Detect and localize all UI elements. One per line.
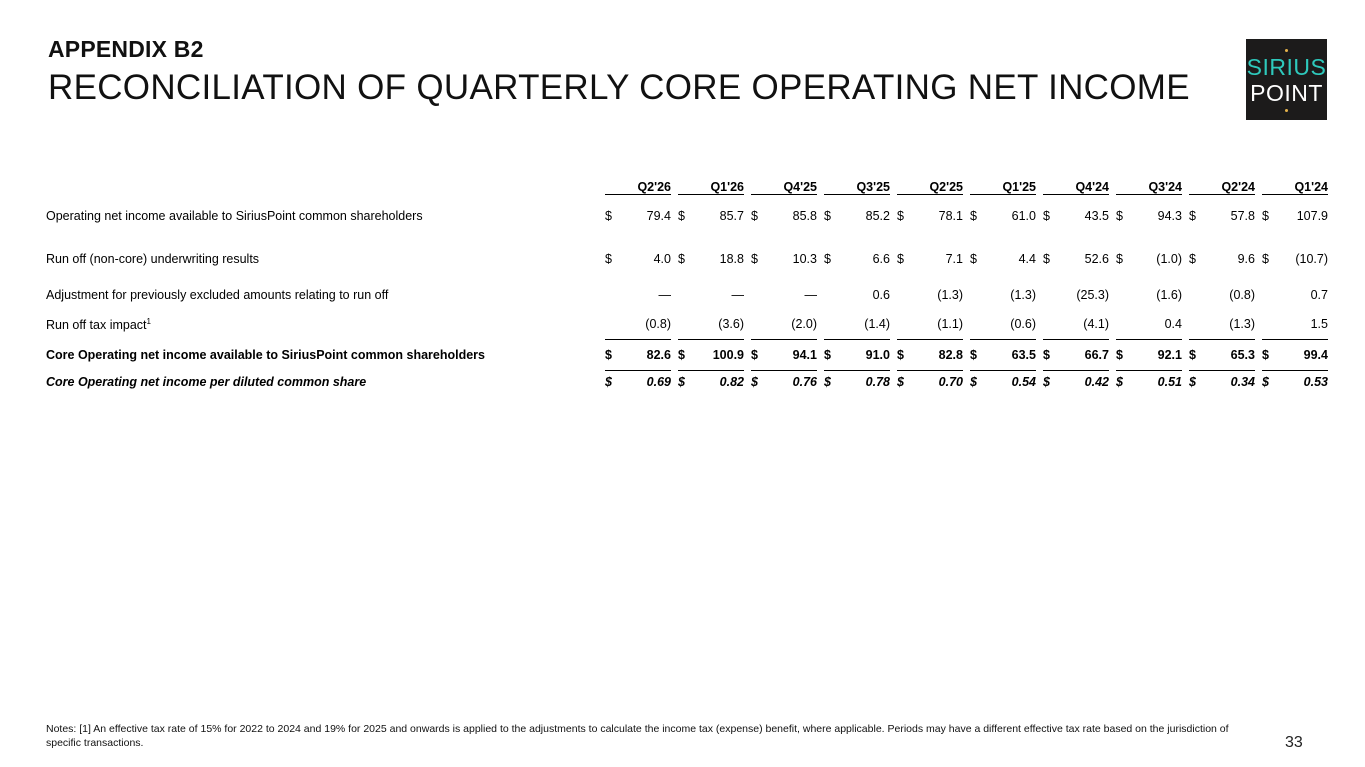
gap-cell bbox=[817, 340, 824, 371]
gap-cell bbox=[1255, 281, 1262, 309]
value-cell: (25.3) bbox=[1076, 288, 1109, 302]
gap-cell bbox=[1036, 340, 1043, 371]
currency-symbol bbox=[605, 309, 619, 340]
currency-symbol bbox=[897, 309, 911, 340]
currency-symbol: $ bbox=[1116, 375, 1123, 389]
value-cell: (1.1) bbox=[911, 309, 963, 340]
value-cell: 91.0 bbox=[838, 340, 890, 371]
currency-symbol: $ bbox=[605, 340, 619, 371]
gap-cell bbox=[1036, 371, 1043, 394]
header-gap bbox=[598, 170, 605, 195]
value-cell: (1.3) bbox=[937, 288, 963, 302]
value-cell: 0.70 bbox=[938, 375, 963, 389]
currency-symbol: $ bbox=[751, 375, 758, 389]
gap-cell bbox=[1182, 281, 1189, 309]
value-cell: 4.0 bbox=[653, 252, 671, 266]
currency-symbol: $ bbox=[824, 252, 831, 266]
currency-symbol: $ bbox=[751, 340, 765, 371]
gap-cell bbox=[598, 371, 605, 394]
gap-cell bbox=[1109, 237, 1116, 281]
value-cell: 92.1 bbox=[1130, 340, 1182, 371]
logo-star-icon bbox=[1285, 49, 1288, 52]
gap-cell bbox=[963, 237, 970, 281]
currency-symbol: $ bbox=[970, 252, 977, 266]
value-cell: (1.6) bbox=[1156, 288, 1182, 302]
value-cell: 9.6 bbox=[1237, 252, 1255, 266]
currency-symbol bbox=[751, 281, 765, 309]
value-cell: 79.4 bbox=[646, 209, 671, 223]
value-cell: 66.7 bbox=[1057, 340, 1109, 371]
gap-cell bbox=[1109, 281, 1116, 309]
gap-cell bbox=[1255, 195, 1262, 238]
table-row bbox=[46, 371, 1328, 394]
gap-cell bbox=[671, 237, 678, 281]
currency-symbol bbox=[678, 309, 692, 340]
gap-cell bbox=[1182, 237, 1189, 281]
currency-symbol: $ bbox=[605, 252, 612, 266]
currency-symbol: $ bbox=[1043, 209, 1050, 223]
currency-symbol: $ bbox=[1189, 209, 1196, 223]
value-cell: 0.69 bbox=[646, 375, 671, 389]
gap-cell bbox=[1182, 195, 1189, 238]
value-cell: 65.3 bbox=[1203, 340, 1255, 371]
currency-symbol: $ bbox=[824, 375, 831, 389]
row-label-cell bbox=[46, 281, 598, 309]
gap-cell bbox=[817, 309, 824, 340]
currency-symbol: $ bbox=[970, 375, 977, 389]
value-cell: (10.7) bbox=[1295, 252, 1328, 266]
logo-star-icon-bottom bbox=[1285, 109, 1288, 112]
table-row bbox=[46, 281, 1328, 309]
gap-cell bbox=[1182, 371, 1189, 394]
row-label-cell bbox=[46, 371, 598, 394]
currency-symbol: $ bbox=[1189, 340, 1203, 371]
header-label-cell bbox=[46, 170, 598, 195]
gap-cell bbox=[598, 195, 605, 238]
page-title: RECONCILIATION OF QUARTERLY CORE OPERATING NET INCOME bbox=[48, 68, 1190, 107]
value-cell: 63.5 bbox=[984, 340, 1036, 371]
row-label: Adjustment for previously excluded amounts relating to run off bbox=[46, 288, 389, 302]
value-cell: 0.7 bbox=[1310, 288, 1328, 302]
gap-cell bbox=[963, 340, 970, 371]
table-row bbox=[46, 340, 1328, 371]
gap-cell bbox=[671, 195, 678, 238]
currency-symbol: $ bbox=[970, 209, 977, 223]
gap-cell bbox=[817, 281, 824, 309]
page-number: 33 bbox=[1285, 734, 1303, 751]
table-row bbox=[46, 195, 1328, 238]
currency-symbol: $ bbox=[897, 252, 904, 266]
value-cell: (1.4) bbox=[838, 309, 890, 340]
currency-symbol bbox=[824, 281, 838, 309]
gap-cell bbox=[817, 371, 824, 394]
currency-symbol bbox=[1043, 309, 1057, 340]
gap-cell bbox=[1036, 195, 1043, 238]
gap-cell bbox=[1255, 340, 1262, 371]
currency-symbol: $ bbox=[1262, 340, 1276, 371]
gap-cell bbox=[890, 281, 897, 309]
currency-symbol bbox=[1189, 309, 1203, 340]
gap-cell bbox=[1109, 340, 1116, 371]
currency-symbol: $ bbox=[1116, 209, 1123, 223]
value-cell: 10.3 bbox=[792, 252, 817, 266]
currency-symbol: $ bbox=[678, 209, 685, 223]
header-gap bbox=[890, 170, 897, 195]
value-cell: — bbox=[658, 288, 671, 302]
header-gap bbox=[1182, 170, 1189, 195]
gap-cell bbox=[1109, 371, 1116, 394]
value-cell: 82.8 bbox=[911, 340, 963, 371]
value-cell: 18.8 bbox=[719, 252, 744, 266]
currency-symbol: $ bbox=[605, 209, 612, 223]
column-header-quarter: Q2'26 bbox=[605, 170, 671, 195]
gap-cell bbox=[598, 340, 605, 371]
currency-symbol: $ bbox=[824, 340, 838, 371]
value-cell: 0.82 bbox=[719, 375, 744, 389]
value-cell: (1.3) bbox=[1203, 309, 1255, 340]
row-label: Run off tax impact bbox=[46, 317, 147, 332]
value-cell: 0.54 bbox=[1011, 375, 1036, 389]
gap-cell bbox=[1109, 309, 1116, 340]
header-gap bbox=[963, 170, 970, 195]
gap-cell bbox=[817, 237, 824, 281]
row-label-cell bbox=[46, 237, 598, 281]
company-logo bbox=[1246, 39, 1327, 120]
value-cell: 0.76 bbox=[792, 375, 817, 389]
currency-symbol bbox=[1262, 281, 1276, 309]
value-cell: 94.1 bbox=[765, 340, 817, 371]
currency-symbol: $ bbox=[751, 252, 758, 266]
column-header-quarter: Q4'25 bbox=[751, 170, 817, 195]
currency-symbol: $ bbox=[1116, 340, 1130, 371]
value-cell: 57.8 bbox=[1230, 209, 1255, 223]
value-cell: 0.53 bbox=[1303, 375, 1328, 389]
value-cell: 107.9 bbox=[1296, 209, 1328, 223]
table-row bbox=[46, 237, 1328, 281]
currency-symbol: $ bbox=[678, 340, 692, 371]
header-gap bbox=[671, 170, 678, 195]
currency-symbol: $ bbox=[1262, 252, 1269, 266]
gap-cell bbox=[671, 371, 678, 394]
currency-symbol bbox=[970, 281, 984, 309]
gap-cell bbox=[671, 309, 678, 340]
currency-symbol: $ bbox=[824, 209, 831, 223]
gap-cell bbox=[1036, 237, 1043, 281]
currency-symbol: $ bbox=[1043, 375, 1050, 389]
gap-cell bbox=[744, 195, 751, 238]
table-header-row bbox=[46, 170, 1328, 195]
row-label-cell bbox=[46, 309, 598, 340]
column-header-quarter: Q1'25 bbox=[970, 170, 1036, 195]
currency-symbol bbox=[1262, 309, 1276, 340]
value-cell: (4.1) bbox=[1057, 309, 1109, 340]
column-header-quarter: Q3'24 bbox=[1116, 170, 1182, 195]
gap-cell bbox=[817, 195, 824, 238]
value-cell: — bbox=[731, 288, 744, 302]
currency-symbol bbox=[1043, 281, 1057, 309]
value-cell: (3.6) bbox=[692, 309, 744, 340]
gap-cell bbox=[598, 237, 605, 281]
value-cell: 78.1 bbox=[938, 209, 963, 223]
value-cell: 6.6 bbox=[872, 252, 890, 266]
gap-cell bbox=[671, 281, 678, 309]
gap-cell bbox=[598, 281, 605, 309]
currency-symbol bbox=[678, 281, 692, 309]
currency-symbol: $ bbox=[897, 375, 904, 389]
logo-line1: SIRIUS bbox=[1246, 54, 1327, 80]
value-cell: 52.6 bbox=[1084, 252, 1109, 266]
value-cell: (2.0) bbox=[765, 309, 817, 340]
section-kicker: APPENDIX B2 bbox=[48, 36, 204, 62]
row-label: Core Operating net income available to SiriusPoint common shareholders bbox=[46, 348, 485, 362]
value-cell: (0.8) bbox=[619, 309, 671, 340]
value-cell: (0.8) bbox=[1229, 288, 1255, 302]
currency-symbol: $ bbox=[897, 340, 911, 371]
value-cell: 82.6 bbox=[619, 340, 671, 371]
value-cell: 99.4 bbox=[1276, 340, 1328, 371]
currency-symbol: $ bbox=[751, 209, 758, 223]
gap-cell bbox=[963, 309, 970, 340]
gap-cell bbox=[963, 195, 970, 238]
currency-symbol bbox=[897, 281, 911, 309]
currency-symbol: $ bbox=[605, 375, 612, 389]
gap-cell bbox=[963, 371, 970, 394]
gap-cell bbox=[744, 237, 751, 281]
reconciliation-table bbox=[46, 170, 1328, 393]
gap-cell bbox=[1182, 340, 1189, 371]
currency-symbol: $ bbox=[897, 209, 904, 223]
row-label: Run off (non-core) underwriting results bbox=[46, 252, 260, 266]
value-cell: 0.34 bbox=[1230, 375, 1255, 389]
value-cell: 100.9 bbox=[692, 340, 744, 371]
value-cell: 61.0 bbox=[1011, 209, 1036, 223]
value-cell: (1.0) bbox=[1156, 252, 1182, 266]
currency-symbol: $ bbox=[1043, 252, 1050, 266]
value-cell: 85.7 bbox=[719, 209, 744, 223]
currency-symbol: $ bbox=[678, 252, 685, 266]
currency-symbol bbox=[1189, 281, 1203, 309]
logo-line2: POINT bbox=[1250, 80, 1323, 106]
gap-cell bbox=[744, 309, 751, 340]
value-cell: 85.2 bbox=[865, 209, 890, 223]
header-gap bbox=[744, 170, 751, 195]
header-gap bbox=[817, 170, 824, 195]
footnotes: Notes: [1] An effective tax rate of 15% for 2022 to 2024 and 19% for 2025 and onwards is applied to the adjustments to calculate the income tax (expense) benefit, where applicable. Periods may have a different effective tax rate based on the jurisdiction of specific transactions. bbox=[46, 723, 1229, 749]
table-row bbox=[46, 309, 1328, 340]
currency-symbol: $ bbox=[970, 340, 984, 371]
gap-cell bbox=[744, 340, 751, 371]
value-cell: 0.78 bbox=[865, 375, 890, 389]
row-label: Core Operating net income per diluted common share bbox=[46, 374, 367, 389]
row-label-cell bbox=[46, 195, 598, 238]
gap-cell bbox=[744, 281, 751, 309]
column-header-quarter: Q1'24 bbox=[1262, 170, 1328, 195]
value-cell: — bbox=[804, 288, 817, 302]
row-label: Operating net income available to SiriusPoint common shareholders bbox=[46, 208, 423, 223]
currency-symbol bbox=[824, 309, 838, 340]
header-gap bbox=[1255, 170, 1262, 195]
gap-cell bbox=[890, 195, 897, 238]
column-header-quarter: Q2'24 bbox=[1189, 170, 1255, 195]
gap-cell bbox=[1109, 195, 1116, 238]
gap-cell bbox=[890, 309, 897, 340]
gap-cell bbox=[1255, 237, 1262, 281]
gap-cell bbox=[598, 309, 605, 340]
value-cell: 43.5 bbox=[1084, 209, 1109, 223]
gap-cell bbox=[890, 340, 897, 371]
gap-cell bbox=[963, 281, 970, 309]
gap-cell bbox=[890, 371, 897, 394]
gap-cell bbox=[1036, 309, 1043, 340]
currency-symbol bbox=[970, 309, 984, 340]
gap-cell bbox=[1036, 281, 1043, 309]
value-cell: 4.4 bbox=[1018, 252, 1036, 266]
column-header-quarter: Q3'25 bbox=[824, 170, 890, 195]
footnote-marker: 1 bbox=[146, 316, 151, 326]
gap-cell bbox=[1255, 309, 1262, 340]
header-gap bbox=[1036, 170, 1043, 195]
column-header-quarter: Q4'24 bbox=[1043, 170, 1109, 195]
currency-symbol: $ bbox=[1189, 252, 1196, 266]
value-cell: 0.4 bbox=[1130, 309, 1182, 340]
header-gap bbox=[1109, 170, 1116, 195]
currency-symbol bbox=[751, 309, 765, 340]
value-cell: 1.5 bbox=[1276, 309, 1328, 340]
value-cell: 0.51 bbox=[1157, 375, 1182, 389]
value-cell: (1.3) bbox=[1010, 288, 1036, 302]
currency-symbol: $ bbox=[1262, 375, 1269, 389]
value-cell: 0.6 bbox=[872, 288, 890, 302]
gap-cell bbox=[671, 340, 678, 371]
currency-symbol bbox=[1116, 309, 1130, 340]
row-label-cell bbox=[46, 340, 598, 371]
gap-cell bbox=[744, 371, 751, 394]
currency-symbol: $ bbox=[1116, 252, 1123, 266]
value-cell: 85.8 bbox=[792, 209, 817, 223]
currency-symbol: $ bbox=[1262, 209, 1269, 223]
currency-symbol bbox=[1116, 281, 1130, 309]
value-cell: (0.6) bbox=[984, 309, 1036, 340]
currency-symbol: $ bbox=[678, 375, 685, 389]
value-cell: 7.1 bbox=[945, 252, 963, 266]
column-header-quarter: Q1'26 bbox=[678, 170, 744, 195]
value-cell: 0.42 bbox=[1084, 375, 1109, 389]
gap-cell bbox=[1182, 309, 1189, 340]
gap-cell bbox=[1255, 371, 1262, 394]
currency-symbol: $ bbox=[1189, 375, 1196, 389]
gap-cell bbox=[890, 237, 897, 281]
currency-symbol bbox=[605, 281, 619, 309]
value-cell: 94.3 bbox=[1157, 209, 1182, 223]
currency-symbol: $ bbox=[1043, 340, 1057, 371]
column-header-quarter: Q2'25 bbox=[897, 170, 963, 195]
